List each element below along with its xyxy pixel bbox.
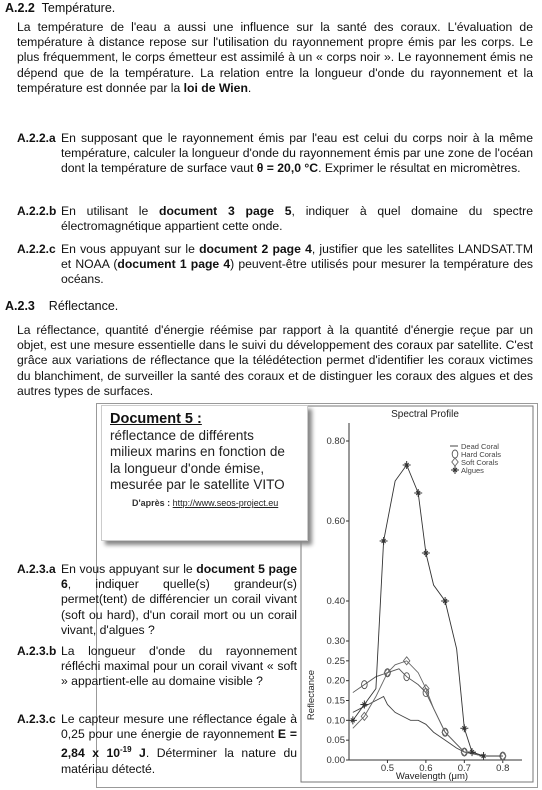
question-text <box>61 204 533 234</box>
source-label: D'après : <box>132 498 171 509</box>
y-tick-label: 0.80 <box>326 436 345 447</box>
question-a23a <box>17 562 297 638</box>
legend-entry: Algues <box>461 466 484 475</box>
section-a22-heading <box>5 1 115 15</box>
question-text <box>61 131 533 177</box>
question-a22b <box>17 204 533 234</box>
legend-entry: Dead Coral <box>461 442 499 451</box>
q-a22a-text2: . Exprimer le résultat en micromètres. <box>318 161 521 176</box>
formula-exponent: -19 <box>120 745 132 755</box>
q-a22b-text1: En utilisant le <box>61 204 160 218</box>
y-tick-label: 0.05 <box>326 735 345 747</box>
document5-description: réflectance de différents milieux marins en fonction de la longueur d'onde émise, mesurée par le satellite VITO <box>110 428 285 492</box>
y-tick-label: 0.40 <box>326 596 345 607</box>
y-tick-label: 0.10 <box>326 715 345 727</box>
y-axis-label: Reflectance <box>306 669 317 721</box>
doc-ref: document 1 page 4 <box>117 257 231 272</box>
q-a22c-text1: En vous appuyant sur le <box>61 242 200 256</box>
spectral-profile-chart <box>300 405 534 785</box>
question-a22a <box>17 131 533 177</box>
y-tick-label: 0.25 <box>326 655 345 667</box>
question-text <box>61 712 297 777</box>
section-a23-heading <box>5 299 118 313</box>
x-tick-label: 0.8 <box>496 763 510 774</box>
section-a23-number: A.2.3 <box>5 299 35 313</box>
question-number: A.2.3.b <box>17 644 57 658</box>
question-a22c <box>17 242 533 288</box>
formula-energy: E = 2,84 x 10 <box>61 727 297 761</box>
q-a22b-text2: , indiquer à quel domaine du spectre électromagnétique appartient cette onde. <box>61 204 533 234</box>
section-a23-intro: La réflectance, quantité d'énergie réémise par rapport à la quantité d'énergie reçue par un objet, est une mesure essentielle dans le suivi du développement des coraux par satellite. C'est grâce aux variations de réflectance que la télédétection permet d'identifier les coraux victimes du blanchiment, de surveiller la santé des coraux et de distinguer les coraux des algues et des autres types de surfaces. <box>17 323 533 398</box>
y-tick-label: 0.00 <box>326 755 345 766</box>
question-a23c <box>17 712 297 777</box>
question-text: La longueur d'onde du rayonnement réfléchi maximal pour un corail vivant « soft » appartient-elle au domaine visible ? <box>61 644 297 689</box>
section-a22-intro <box>17 20 533 96</box>
q-a22c-text2: , justifier que les satellites LANDSAT.TM et NOAA ( <box>61 242 533 272</box>
section-a22-intro-end: . <box>247 80 252 95</box>
q-a23c-text1: Le capteur mesure une réflectance égale à 0,25 pour une énergie de rayonnement <box>61 712 297 742</box>
y-tick-label: 0.15 <box>326 695 345 707</box>
x-tick-label: 0.5 <box>380 763 395 774</box>
section-a22-title: Température. <box>41 1 116 15</box>
q-a23a-text1: En vous appuyant sur le <box>61 562 197 576</box>
wien-law: loi de Wien <box>183 80 248 95</box>
question-number: A.2.3.a <box>17 562 56 576</box>
y-tick-label: 0.60 <box>326 516 345 527</box>
section-a22-intro-text: La température de l'eau a aussi une influence sur la santé des coraux. L'évaluation de température à distance repose sur l'utilisation du rayonnement propre émis par les corps. Le plus fréquemment, le corps émetteur est assimilé à un « corps noir ». Le rayonnement émis ne dépend que de la température. La relation entre la longueur d'onde du rayonnement et la température est donnée par la <box>17 20 533 95</box>
question-text <box>61 562 297 638</box>
q-a22a-text1: En supposant que le rayonnement émis par l'eau est celui du corps noir à la même température, calculer la longueur d'onde du rayonnement émis par une zone de l'océan dont la température de surface vaut <box>61 131 533 176</box>
question-text <box>61 242 533 288</box>
document5-source <box>132 498 299 508</box>
doc-ref: document 5 page 6 <box>61 562 297 592</box>
formula-unit: J <box>131 746 146 761</box>
question-number: A.2.2.c <box>17 242 56 256</box>
x-tick-label: 0.7 <box>457 763 471 774</box>
y-tick-label: 0.30 <box>326 636 345 647</box>
legend-entry: Hard Corals <box>461 450 502 459</box>
question-number: A.2.2.a <box>17 131 56 145</box>
question-number: A.2.2.b <box>17 204 57 218</box>
question-a23b <box>17 644 297 690</box>
q-a22c-text3: ) peuvent-être utilisés pour mesurer la température des océans. <box>61 257 533 287</box>
q-a23c-text2: . Déterminer la nature du matériau détecté. <box>61 746 298 776</box>
x-axis-label: Wavelength (μm) <box>395 771 469 782</box>
formula-theta: θ = 20,0 °C <box>256 161 319 176</box>
doc-ref: document 3 page 5 <box>159 204 292 218</box>
source-link[interactable]: http://www.seos-project.eu <box>172 498 279 509</box>
document5-card <box>101 405 308 541</box>
question-number: A.2.3.c <box>17 712 56 726</box>
chart-title: Spectral Profile <box>391 409 459 420</box>
y-tick-label: 0.20 <box>326 675 345 687</box>
legend-entry: Soft Corals <box>461 458 499 467</box>
q-a23a-text2: , indiquer quelle(s) grandeur(s) permet(tent) de différencier un corail vivant (soft ou hard), d'un corail mort ou un corail vivant, d'algues ? <box>61 577 297 637</box>
section-a22-number: A.2.2 <box>5 1 35 15</box>
doc-ref: document 2 page 4 <box>199 242 312 256</box>
section-a23-title: Réflectance. <box>48 299 119 313</box>
document5-title: Document 5 : <box>110 411 202 427</box>
x-tick-label: 0.6 <box>419 763 433 774</box>
